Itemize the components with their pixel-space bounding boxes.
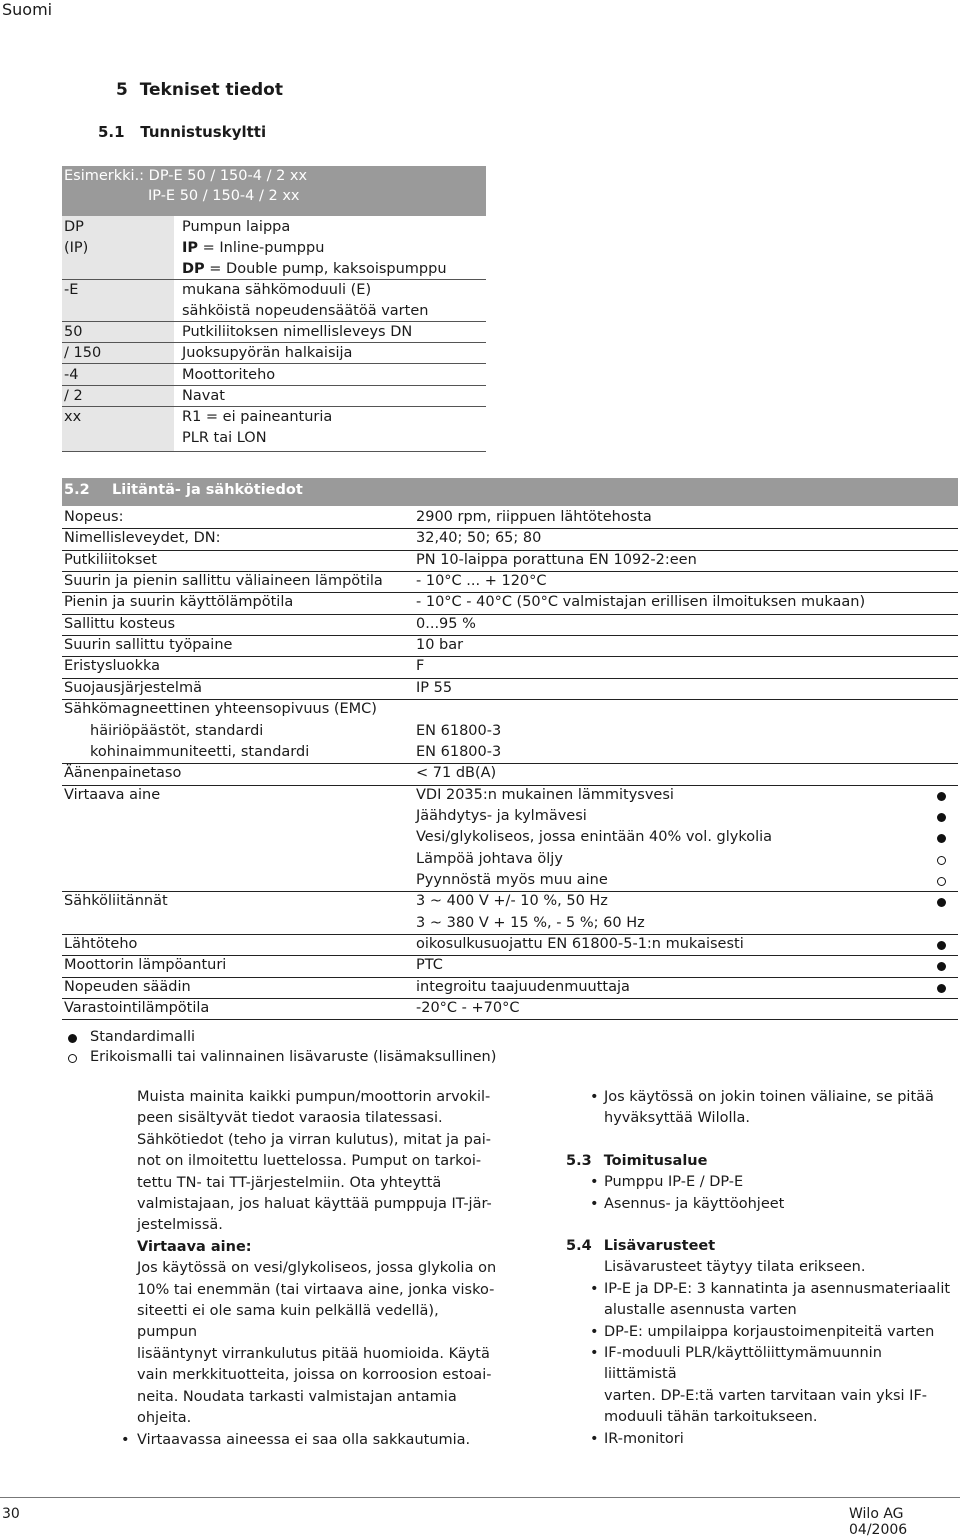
bullet-text: IP-E ja DP-E: 3 kannatinta ja asennusmateriaalit: [604, 1280, 951, 1297]
spec-value: 10 bar: [416, 637, 464, 654]
para-line: lisääntynyt virrankulutus pitää huomioida. Käytä: [137, 1345, 490, 1362]
id-desc-text: = Double pump, kaksoispumppu: [204, 261, 447, 277]
spec-label: Pienin ja suurin käyttölämpötila: [64, 594, 294, 611]
id-desc: Putkiliitoksen nimellisleveys DN: [182, 324, 413, 340]
para-line: vain merkkituotteita, joissa on korroosion estoai-: [137, 1367, 492, 1384]
id-desc: [182, 261, 447, 277]
row-divider: [62, 406, 486, 407]
row-divider: [62, 699, 958, 700]
id-code: -E: [64, 282, 79, 298]
spec-value: Pyynnöstä myös muu aine: [416, 871, 608, 888]
bullet-text: IF-moduuli PLR/käyttöliittymämuunnin liittämistä: [604, 1345, 882, 1383]
spec-label: Putkiliitokset: [64, 551, 157, 568]
spec-value: - 10°C ... + 120°C: [416, 573, 547, 590]
spec-value: - 10°C - 40°C (50°C valmistajan erillisen ilmoituksen mukaan): [416, 594, 866, 611]
spec-value: -20°C - +70°C: [416, 1000, 520, 1017]
bullet-text: Asennus- ja käyttöohjeet: [604, 1195, 785, 1212]
id-code: DP: [64, 219, 84, 235]
para-line: not on ilmoitettu luettelossa. Pumput on tarkoi-: [137, 1153, 482, 1170]
section-number: 5: [116, 80, 128, 100]
spec-label: Varastointilämpötila: [64, 1000, 210, 1017]
bullet-icon: •: [590, 1195, 599, 1212]
row-divider: [62, 385, 486, 386]
bullet-text: DP-E: umpilaippa korjaustoimenpiteitä varten: [604, 1323, 935, 1340]
standard-dot-icon: [937, 898, 946, 907]
para-line: ohjeita.: [137, 1410, 192, 1427]
bullet-item: [566, 1343, 956, 1429]
section-title: Lisävarusteet: [603, 1238, 716, 1255]
example-line-1: Esimerkki.: DP-E 50 / 150-4 / 2 xx: [64, 168, 308, 184]
optional-ring-icon: [937, 856, 946, 865]
standard-dot-icon: [937, 813, 946, 822]
row-divider: [62, 934, 958, 935]
left-column: [121, 1087, 497, 1451]
spec-sublabel: häiriöpäästöt, standardi: [90, 722, 264, 739]
row-divider: [62, 279, 486, 280]
row-divider: [62, 656, 958, 657]
right-column: [566, 1087, 956, 1450]
spec-label: Suurin ja pienin sallittu väliaineen lämpötila: [64, 573, 383, 590]
spec-label: Nopeuden säädin: [64, 978, 191, 995]
bullet-text: Virtaavassa aineessa ei saa olla sakkautumia.: [137, 1431, 471, 1448]
bullet-text: Pumppu IP-E / DP-E: [604, 1174, 744, 1191]
spec-value: F: [416, 658, 425, 675]
id-code: xx: [64, 409, 82, 425]
spec-value: PN 10-laippa porattuna EN 1092-2:een: [416, 551, 697, 568]
row-divider: [62, 528, 958, 529]
bullet-text: IR-monitori: [604, 1430, 684, 1447]
standard-dot-icon: [937, 984, 946, 993]
spec-value: Vesi/glykoliseos, jossa enintään 40% vol. glykolia: [416, 829, 773, 846]
bullet-item: [566, 1172, 956, 1193]
id-code: (IP): [64, 240, 89, 256]
row-divider: [62, 614, 958, 615]
spec-value: 32,40; 50; 65; 80: [416, 530, 542, 547]
bullet-item: [121, 1430, 497, 1451]
spec-value: IP 55: [416, 679, 453, 696]
bullet-icon: •: [590, 1430, 599, 1447]
section-number: 5.3: [566, 1152, 592, 1169]
footer-brand: Wilo AG 04/2006: [849, 1506, 908, 1538]
id-desc: [182, 240, 324, 256]
bullet-icon: •: [590, 1089, 599, 1105]
row-divider: [62, 342, 486, 343]
para-line: peen sisältyvät tiedot varaosia tilatessasi.: [137, 1110, 443, 1127]
bullet-icon: •: [590, 1323, 599, 1340]
para-line: neita. Noudata tarkasti valmistajan antamia: [137, 1388, 457, 1405]
id-desc: Juoksupyörän halkaisija: [182, 345, 353, 361]
id-desc: Pumpun laippa: [182, 219, 291, 235]
row-divider: [62, 1019, 958, 1020]
id-desc: mukana sähkömoduuli (E): [182, 282, 372, 298]
legend-optional: Erikoismalli tai valinnainen lisävaruste (lisämaksullinen): [90, 1049, 497, 1065]
section-number: 5.1: [98, 123, 125, 141]
spec-label: Nimellisleveydet, DN:: [64, 530, 221, 547]
bullet-item: [566, 1429, 956, 1450]
spec-label: Suurin sallittu työpaine: [64, 637, 233, 654]
spec-value: < 71 dB(A): [416, 765, 497, 782]
row-divider: [62, 571, 958, 572]
spec-sublabel: kohinaimmuniteetti, standardi: [90, 743, 310, 760]
spec-value: 0...95 %: [416, 615, 476, 632]
section-title: Tunnistuskyltti: [140, 123, 267, 141]
legend-standard: Standardimalli: [90, 1029, 196, 1045]
id-desc: PLR tai LON: [182, 430, 267, 446]
para-line: Muista mainita kaikki pumpun/moottorin arvokil-: [137, 1089, 491, 1105]
row-divider: [62, 363, 486, 364]
spec-value: Jäähdytys- ja kylmävesi: [416, 807, 587, 824]
spec-label: Sähköliitännät: [64, 893, 168, 910]
optional-ring-icon: [937, 877, 946, 886]
spec-label: Äänenpainetaso: [64, 765, 182, 782]
spec-value: VDI 2035:n mukainen lämmitysvesi: [416, 786, 674, 803]
optional-ring-icon: [68, 1054, 77, 1063]
spec-label: Nopeus:: [64, 509, 124, 525]
row-divider: [62, 451, 486, 452]
bullet-icon: •: [590, 1345, 599, 1362]
spec-label: Moottorin lämpöanturi: [64, 957, 227, 974]
intro-text: Lisävarusteet täytyy tilata erikseen.: [604, 1259, 866, 1276]
section-number: 5.4: [566, 1238, 592, 1255]
section-5-heading: [116, 80, 283, 100]
row-divider: [62, 321, 486, 322]
section-5-1-heading: [98, 123, 266, 141]
section-title: Toimitusalue: [603, 1152, 708, 1169]
para-line: siteetti ei ole sama kuin pelkällä vedellä), pumpun: [137, 1303, 439, 1341]
id-plate-header: [62, 166, 486, 216]
spec-value: oikosulkusuojattu EN 61800-5-1:n mukaisesti: [416, 936, 744, 952]
subheading: Virtaava aine:: [137, 1238, 252, 1255]
standard-dot-icon: [937, 962, 946, 971]
spec-value: 3 ~ 380 V + 15 %, - 5 %; 60 Hz: [416, 914, 645, 931]
bullet-icon: •: [590, 1174, 599, 1191]
bullet-item: [566, 1322, 956, 1343]
para-line: tettu TN- tai TT-järjestelmiin. Ota yhteyttä: [137, 1174, 442, 1191]
standard-dot-icon: [937, 941, 946, 950]
id-desc-text: = Inline-pumppu: [198, 240, 325, 256]
row-divider: [62, 763, 958, 764]
spec-value: EN 61800-3: [416, 722, 502, 739]
section-number: 5.2: [64, 482, 90, 498]
bullet-item: [566, 1279, 956, 1322]
row-divider: [62, 592, 958, 593]
standard-dot-icon: [937, 834, 946, 843]
page-number: 30: [2, 1506, 20, 1522]
id-abbrev: IP: [182, 240, 199, 256]
spec-label: Lähtöteho: [64, 936, 138, 952]
footer-divider: [0, 1497, 960, 1498]
section-title: Tekniset tiedot: [139, 80, 283, 100]
example-line-2: IP-E 50 / 150-4 / 2 xx: [148, 188, 300, 204]
bullet-text: moduuli tähän tarkoitukseen.: [604, 1409, 818, 1426]
standard-dot-icon: [937, 792, 946, 801]
id-code: 50: [64, 324, 83, 340]
spec-value: EN 61800-3: [416, 743, 502, 760]
spec-label: Eristysluokka: [64, 658, 161, 675]
para-line: Sähkötiedot (teho ja virran kulutus), mitat ja pai-: [137, 1131, 492, 1148]
para-line: valmistajaan, jos haluat käyttää pumppuja IT-jär-: [137, 1196, 492, 1213]
section-5-3-heading: [566, 1151, 956, 1172]
row-divider: [62, 635, 958, 636]
para-line: Jos käytössä on vesi/glykoliseos, jossa glykolia on: [137, 1260, 497, 1277]
id-desc: Navat: [182, 388, 225, 404]
bullet-item: [566, 1194, 956, 1215]
language-label: Suomi: [2, 0, 53, 19]
id-desc: sähköistä nopeudensäätöä varten: [182, 303, 429, 319]
id-code: / 2: [64, 388, 83, 404]
id-code: -4: [64, 367, 79, 383]
id-abbrev: DP: [182, 261, 205, 277]
spec-value: Lämpöä johtava öljy: [416, 850, 563, 867]
id-desc: Moottoriteho: [182, 367, 276, 383]
id-desc: R1 = ei paineanturia: [182, 409, 333, 425]
bullet-item: [566, 1087, 956, 1130]
spec-value: integroitu taajuudenmuuttaja: [416, 978, 630, 995]
section-5-2-header: [62, 478, 958, 506]
spec-label: Suojausjärjestelmä: [64, 679, 202, 696]
spec-label: Virtaava aine: [64, 786, 161, 803]
bullet-icon: •: [121, 1431, 130, 1448]
standard-dot-icon: [68, 1034, 77, 1043]
section-5-4-heading: [566, 1236, 956, 1257]
bullet-text: Jos käytössä on jokin toinen väliaine, se pitää: [604, 1089, 934, 1105]
para-line: jestelmissä.: [137, 1217, 223, 1234]
spec-label: Sallittu kosteus: [64, 615, 176, 632]
bullet-text: hyväksyttää Wilolla.: [604, 1110, 751, 1127]
spec-value: 3 ~ 400 V +/- 10 %, 50 Hz: [416, 893, 608, 910]
row-divider: [62, 955, 958, 956]
id-code: / 150: [64, 345, 102, 361]
section-title: Liitäntä- ja sähkötiedot: [112, 482, 303, 498]
bullet-icon: •: [590, 1280, 599, 1297]
row-divider: [62, 998, 958, 999]
spec-value: 2900 rpm, riippuen lähtötehosta: [416, 509, 652, 525]
para-line: 10% tai enemmän (tai virtaava aine, jonka visko-: [137, 1281, 495, 1298]
bullet-text: varten. DP-E:tä varten tarvitaan vain yksi IF-: [604, 1387, 928, 1404]
spec-value: PTC: [416, 957, 443, 974]
bullet-text: alustalle asennusta varten: [604, 1302, 797, 1319]
spec-label: Sähkömagneettinen yhteensopivuus (EMC): [64, 701, 377, 718]
row-divider: [62, 891, 958, 892]
